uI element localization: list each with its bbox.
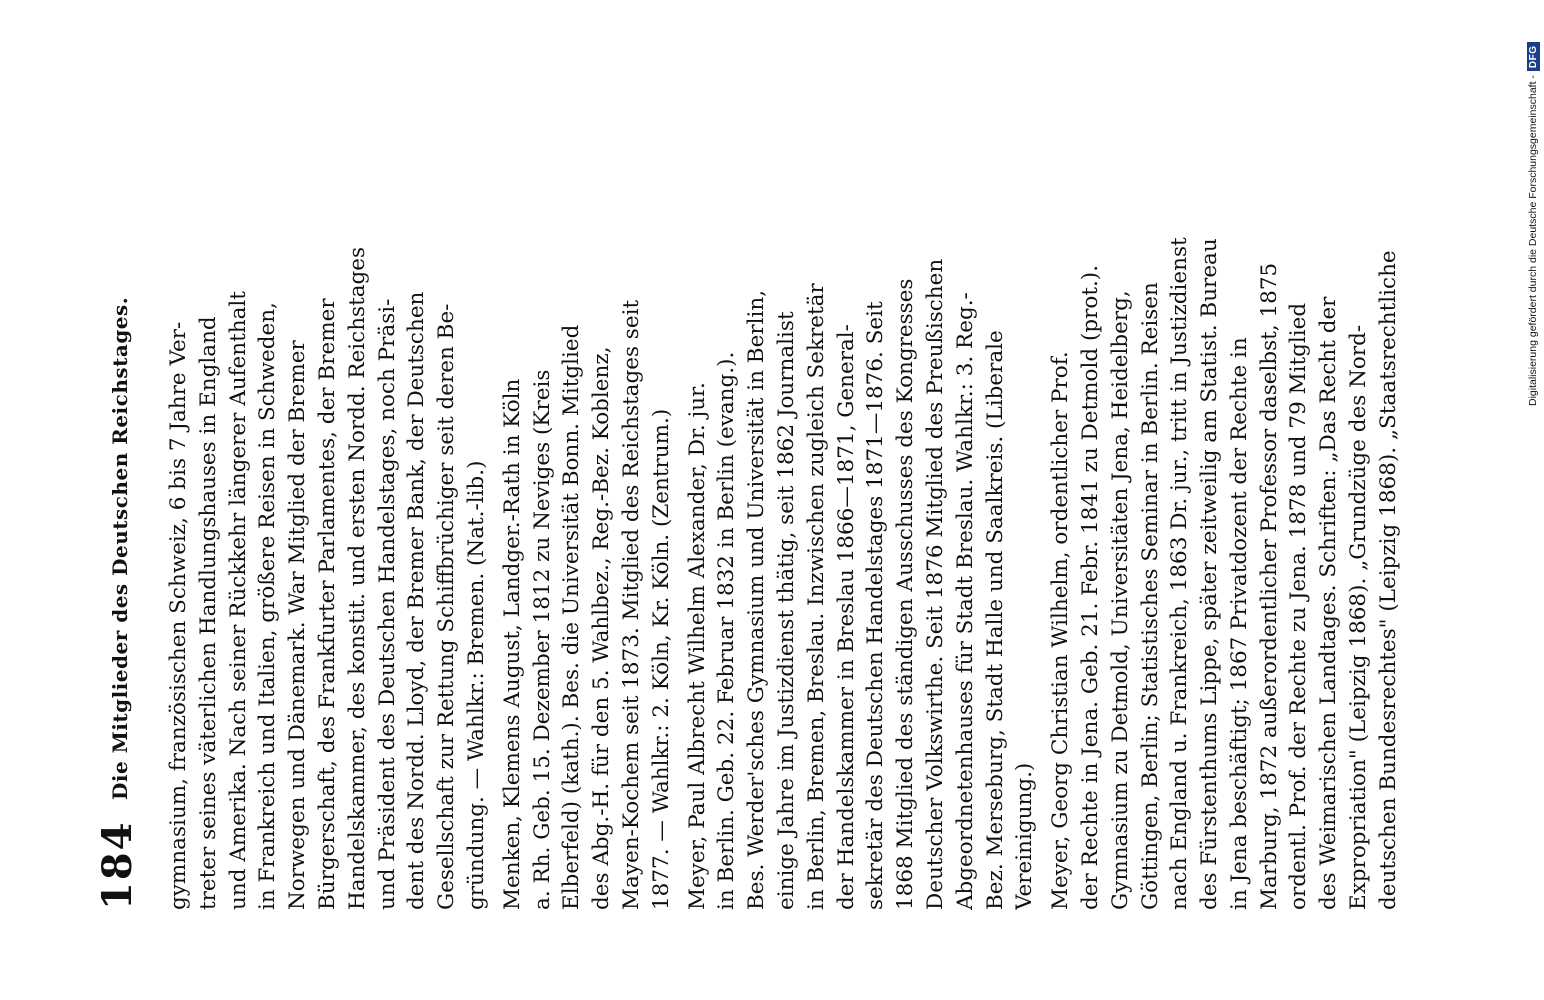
text-line: dent des Nordd. Lloyd, der Bremer Bank, der Deutschen <box>404 291 430 910</box>
text-line: nach England u. Frankreich, 1863 Dr. jur., tritt in Justizdienst <box>1167 237 1193 910</box>
text-line: 1877. — Wahlkr.: 2. Köln, Kr. Köln. (Zentrum.) <box>648 408 674 910</box>
text-line: in Berlin, Bremen, Breslau. Inzwischen zugleich Sekretär <box>803 283 829 910</box>
text-line: Norwegen und Dänemark. War Mitglied der Bremer <box>285 340 311 910</box>
text-line: gymnasium, französischen Schweiz, 6 bis 7 Jahre Ver- <box>166 321 191 910</box>
text-line: 1868 Mitglied des ständigen Ausschusses des Kongresses <box>893 278 919 910</box>
text-line: des Fürstenthums Lippe, später zeitweilig am Statist. Bureau <box>1197 238 1223 910</box>
paragraph-entry-meyer-georg <box>1046 0 1404 910</box>
text-line: Bez. Merseburg, Stadt Halle und Saalkreis. (Liberale <box>982 330 1008 910</box>
text-line: des Weimarischen Landtages. Schriften: „Das Recht der <box>1316 296 1342 910</box>
text-line: Meyer, Paul Albrecht Wilhelm Alexander, Dr. jur. <box>684 382 710 910</box>
digitization-credit-text <box>1520 6 1544 406</box>
text-line: Meyer, Georg Christian Wilhelm, ordentlicher Prof. <box>1048 351 1074 910</box>
text-line: der Rechte in Jena. Geb. 21. Febr. 1841 zu Detmold (prot.). <box>1077 264 1103 910</box>
text-line: sekretär des Deutschen Handelstages 1871—1876. Seit <box>863 301 889 910</box>
page-header <box>84 0 154 910</box>
text-line: deutschen Bundesrechtes" (Leipzig 1868). „Staatsrechtliche <box>1375 250 1401 910</box>
text-line: ordentl. Prof. der Rechte zu Jena. 1878 und 79 Mitglied <box>1286 302 1312 910</box>
text-line: Bes. Werder'sches Gymnasium und Universität in Berlin, <box>744 289 770 910</box>
text-line: Gymnasium zu Detmold, Universitäten Jena, Heidelberg, <box>1107 290 1133 910</box>
text-line: gründung. — Wahlkr.: Bremen. (Nat.-lib.) <box>463 460 489 910</box>
text-line: Mayen-Kochem seit 1873. Mitglied des Reichstages seit <box>618 299 644 910</box>
page-body <box>164 0 1401 910</box>
text-line: Bürgerschaft, des Frankfurter Parlamentes, der Bremer <box>314 298 340 910</box>
text-line: und Präsident des Deutschen Handelstages, noch Präsi- <box>374 298 400 910</box>
paragraph-entry-meyer-paul <box>683 0 1041 910</box>
text-line: Göttingen, Berlin; Statistisches Seminar in Berlin. Reisen <box>1137 282 1163 910</box>
text-line: in Berlin. Geb. 22. Februar 1832 in Berlin (evang.). <box>714 351 740 910</box>
text-line: Abgeordnetenhauses für Stadt Breslau. Wahlkr.: 3. Reg.- <box>952 292 978 910</box>
text-line: Vereinigung.) <box>1012 762 1038 910</box>
text-line: Gesellschaft zur Rettung Schiffbrüchiger seit deren Be- <box>434 303 460 910</box>
text-line: Elberfeld) (kath.). Bes. die Universität Bonn. Mitglied <box>559 324 585 910</box>
running-head: Die Mitglieder des Deutschen Reichstages. <box>108 296 132 800</box>
paragraph-entry-continuation <box>164 0 492 910</box>
page-number: 184 <box>94 820 141 910</box>
text-line: Marburg, 1872 außerordentlicher Professor daselbst, 1875 <box>1256 262 1282 910</box>
text-line: einige Jahre im Justizdienst thätig, seit 1862 Journalist <box>773 311 799 910</box>
text-line: Expropriation" (Leipzig 1868). „Grundzüge des Nord- <box>1346 324 1372 910</box>
text-line: in Jena beschäftigt; 1867 Privatdozent der Rechte in <box>1226 337 1252 910</box>
rotated-page-content <box>84 0 1401 910</box>
text-line: Handelskammer, des konstit. und ersten Nordd. Reichstages <box>344 246 370 910</box>
text-line: und Amerika. Nach seiner Rückkehr längerer Aufenthalt <box>225 291 251 910</box>
text-line: in Frankreich und Italien, größere Reisen in Schweden, <box>255 302 281 910</box>
text-line: der Handelskammer in Breslau 1866—1871, General- <box>833 324 859 910</box>
paragraph-entry-menken <box>498 0 677 910</box>
dfg-logo: DFG <box>1527 42 1540 71</box>
text-line: a. Rh. Geb. 15. Dezember 1812 zu Neviges (Kreis <box>529 369 555 910</box>
text-line: treter seines väterlichen Handlungshauses in England <box>195 316 221 910</box>
text-line: Menken, Klemens August, Landger.-Rath in Köln <box>499 378 525 910</box>
text-line: des Abg.-H. für den 5. Wahlbez., Reg.-Bez. Koblenz, <box>589 346 615 910</box>
text-line: Deutscher Volkswirthe. Seit 1876 Mitglied des Preußischen <box>922 258 948 910</box>
digitization-credit <box>1516 6 1544 406</box>
credit-text: Digitalisierung gefördert durch die Deutsche Forschungsgemeinschaft - <box>1527 75 1539 406</box>
